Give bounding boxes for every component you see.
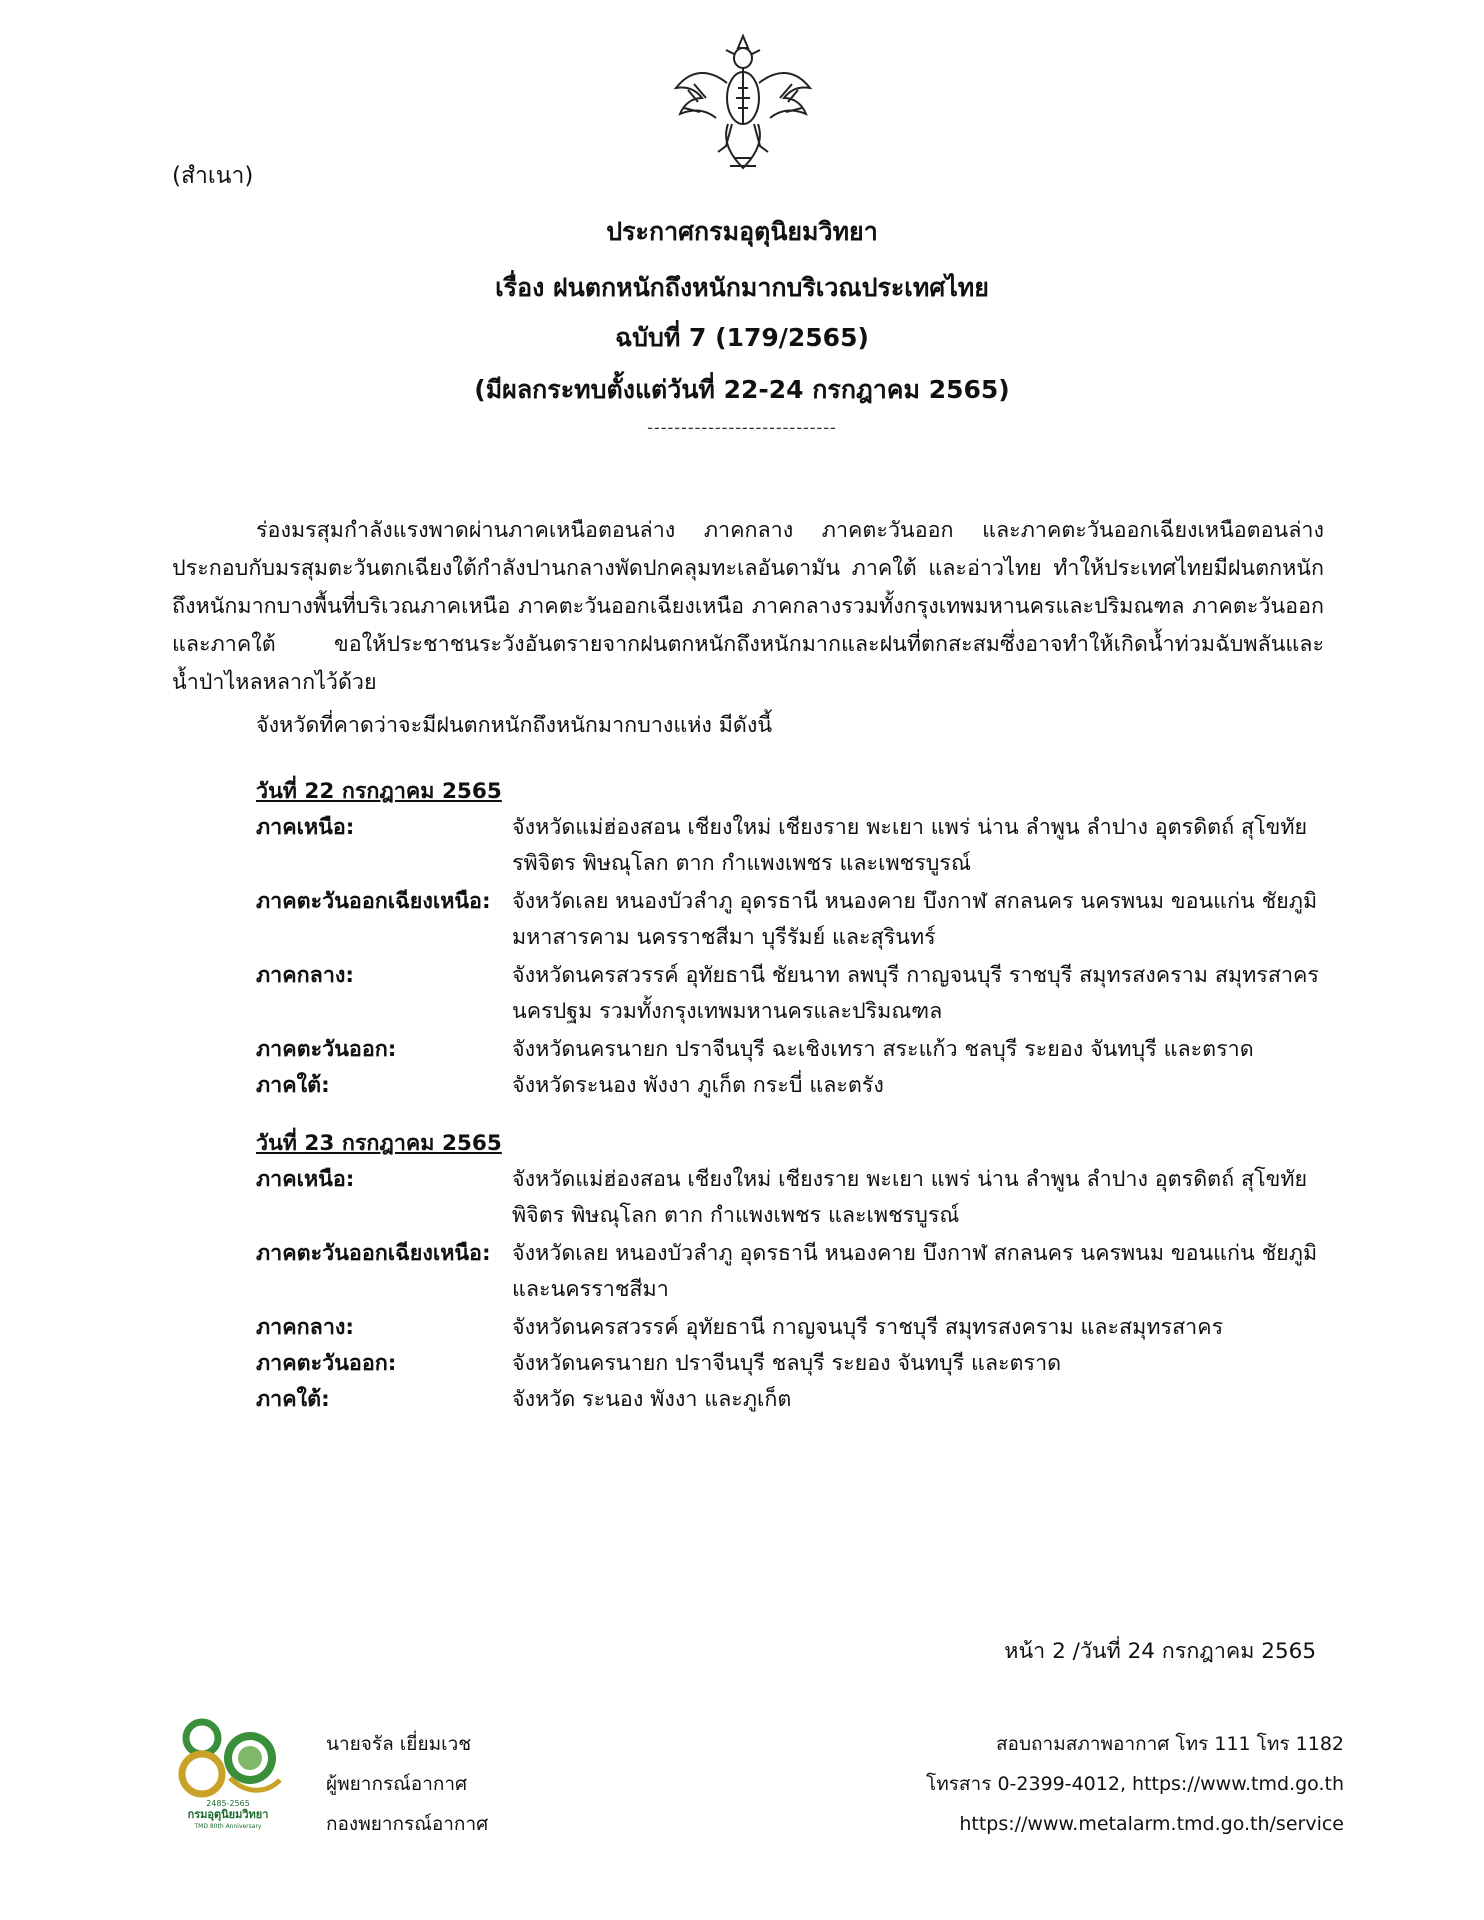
region-name: ภาคเหนือ:: [256, 815, 355, 840]
region-row: [256, 1382, 1326, 1418]
announcement-effective-date: (มีผลกระทบตั้งแต่วันที่ 22-24 กรกฎาคม 2565): [474, 375, 1010, 404]
copy-label: (สำเนา): [172, 163, 254, 189]
region-provinces: จังหวัดนครนายก ปราจีนบุรี ชลบุรี ระยอง จันทบุรี และตราด: [512, 1351, 1062, 1376]
region-row: [256, 810, 1326, 882]
signer-block: [326, 1724, 488, 1844]
logo-years: 2485-2565: [206, 1799, 250, 1808]
region-name: ภาคตะวันออก:: [256, 1351, 397, 1376]
region-row: [256, 1310, 1326, 1346]
announcement-subject: เรื่อง ฝนตกหนักถึงหนักมากบริเวณประเทศไทย: [495, 273, 989, 302]
region-provinces: จังหวัดแม่ฮ่องสอน เชียงใหม่ เชียงราย พะเยา แพร่ น่าน ลำพูน ลำปาง อุตรดิตถ์ สุโขทัย รพิจิตร พิษณุโลก ตาก กำแพงเพชร และเพชรบูรณ์: [512, 815, 1308, 876]
tmd-80th-anniversary-logo: [168, 1712, 288, 1832]
forecast-date: วันที่ 22 กรกฎาคม 2565: [256, 779, 502, 804]
title-divider: ----------------------------: [647, 418, 837, 437]
region-name: ภาคเหนือ:: [256, 1167, 355, 1192]
region-name: ภาคตะวันออกเฉียงเหนือ:: [256, 889, 491, 914]
announcement-title: ประกาศกรมอุตุนิยมวิทยา: [606, 217, 878, 246]
region-provinces: จังหวัดเลย หนองบัวลำภู อุดรธานี หนองคาย บึงกาฬ สกลนคร นครพนม ขอนแก่น ชัยภูมิ มหาสารคาม นครราชสีมา บุรีรัมย์ และสุรินทร์: [512, 889, 1318, 950]
region-provinces: จังหวัดเลย หนองบัวลำภู อุดรธานี หนองคาย บึงกาฬ สกลนคร นครพนม ขอนแก่น ชัยภูมิ และนครราชสีมา: [512, 1241, 1318, 1302]
region-name: ภาคใต้:: [256, 1387, 330, 1412]
logo-name: กรมอุตุนิยมวิทยา: [187, 1808, 269, 1821]
contact-phone: สอบถามสภาพอากาศ โทร 111 โทร 1182: [995, 1733, 1344, 1755]
region-provinces: จังหวัดแม่ฮ่องสอน เชียงใหม่ เชียงราย พะเยา แพร่ น่าน ลำพูน ลำปาง อุตรดิตถ์ สุโขทัย พิจิตร พิษณุโลก ตาก กำแพงเพชร และเพชรบูรณ์: [512, 1167, 1308, 1228]
provinces-intro: จังหวัดที่คาดว่าจะมีฝนตกหนักถึงหนักมากบางแห่ง มีดังนี้: [256, 713, 773, 738]
contact-fax-website[interactable]: โทรสาร 0-2399-4012, https://www.tmd.go.th: [926, 1773, 1344, 1795]
region-row: [256, 1032, 1326, 1068]
region-name: ภาคตะวันออก:: [256, 1037, 397, 1062]
signer-position: ผู้พยากรณ์อากาศ: [326, 1773, 468, 1795]
forecast-day-22: [256, 774, 1326, 1104]
region-provinces: จังหวัดนครนายก ปราจีนบุรี ฉะเชิงเทรา สระแก้ว ชลบุรี ระยอง จันทบุรี และตราด: [512, 1037, 1254, 1062]
region-row: [256, 1346, 1326, 1382]
signer-division: กองพยากรณ์อากาศ: [326, 1813, 489, 1835]
region-name: ภาคกลาง:: [256, 1315, 354, 1340]
region-row: [256, 1162, 1326, 1234]
region-row: [256, 1068, 1326, 1104]
region-name: ภาคตะวันออกเฉียงเหนือ:: [256, 1241, 491, 1266]
contact-service-link[interactable]: https://www.metalarm.tmd.go.th/service: [959, 1813, 1344, 1835]
region-provinces: จังหวัด ระนอง พังงา และภูเก็ต: [512, 1387, 792, 1412]
region-row: [256, 884, 1326, 956]
region-row: [256, 1236, 1326, 1308]
forecast-day-23: [256, 1126, 1326, 1418]
contact-block: [926, 1724, 1344, 1844]
region-provinces: จังหวัดระนอง พังงา ภูเก็ต กระบี่ และตรัง: [512, 1073, 884, 1098]
region-row: [256, 958, 1326, 1030]
logo-anniversary: TMD 80th Anniversary: [194, 1823, 262, 1830]
region-name: ภาคใต้:: [256, 1073, 330, 1098]
body-paragraph: ร่องมรสุมกำลังแรงพาดผ่านภาคเหนือตอนล่าง ภาคกลาง ภาคตะวันออก และภาคตะวันออกเฉียงเหนือตอนล่าง ประกอบกับมรสุมตะวันตกเฉียงใต้กำลังปานกลางพัดปกคลุมทะเลอันดามัน ภาคใต้ และอ่าวไทย ทำให้ประเทศไทยมีฝนตกหนักถึงหนักมากบางพื้นที่บริเวณภาคเหนือ ภาคตะวันออกเฉียงเหนือ ภาคกลางรวมทั้งกรุงเทพมหานครและปริมณฑล ภาคตะวันออก และภาคใต้ ขอให้ประชาชนระวังอันตรายจากฝนตกหนักถึงหนักมากและฝนที่ตกสะสมซึ่งอาจทำให้เกิดน้ำท่วมฉับพลันและน้ำป่าไหลหลากไว้ด้วย: [172, 518, 1324, 695]
region-provinces: จังหวัดนครสวรรค์ อุทัยธานี ชัยนาท ลพบุรี กาญจนบุรี ราชบุรี สมุทรสงคราม สมุทรสาคร นครปฐม รวมทั้งกรุงเทพมหานครและปริมณฑล: [512, 963, 1319, 1024]
page-number-date: หน้า 2 /วันที่ 24 กรกฎาคม 2565: [1004, 1639, 1316, 1664]
signer-name: นายจรัล เยี่ยมเวช: [326, 1733, 472, 1755]
announcement-issue: ฉบับที่ 7 (179/2565): [615, 323, 869, 352]
region-name: ภาคกลาง:: [256, 963, 354, 988]
forecast-date: วันที่ 23 กรกฎาคม 2565: [256, 1131, 502, 1156]
region-provinces: จังหวัดนครสวรรค์ อุทัยธานี กาญจนบุรี ราชบุรี สมุทรสงคราม และสมุทรสาคร: [512, 1315, 1224, 1340]
garuda-emblem-icon: [668, 28, 818, 178]
